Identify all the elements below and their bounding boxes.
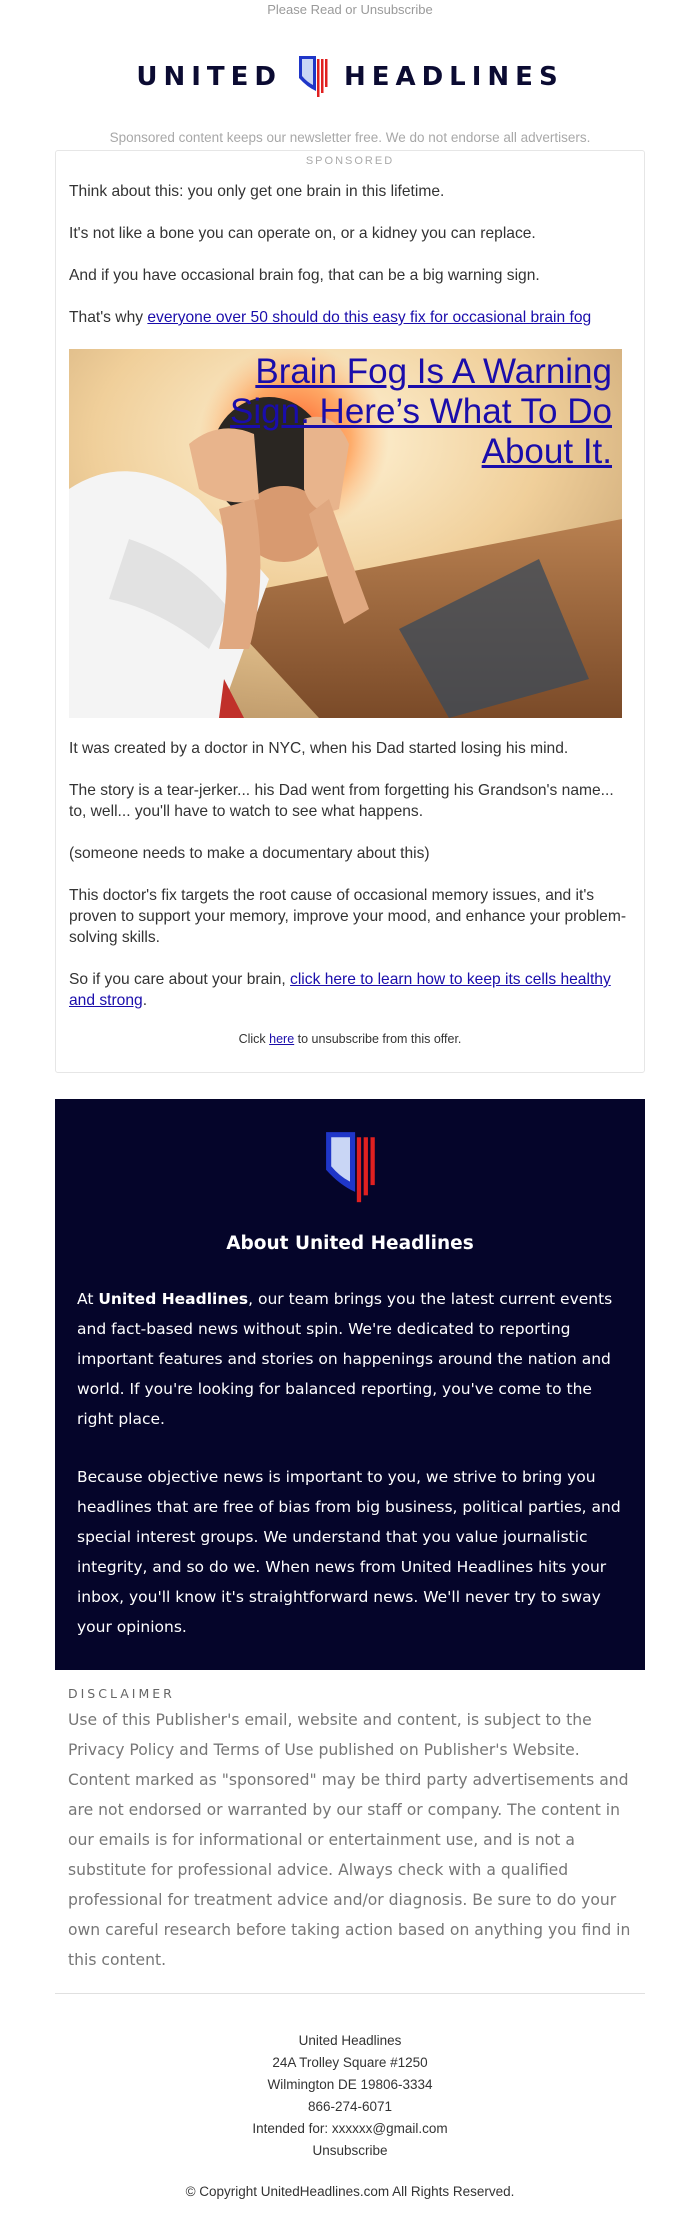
footer-company: United Headlines (298, 2033, 402, 2048)
offer-unsubscribe-suffix: to unsubscribe from this offer. (294, 1032, 462, 1046)
sponsored-tag: SPONSORED (305, 155, 395, 167)
sponsored-ad-box (55, 150, 645, 1073)
footer-address-1: 24A Trolley Square #1250 (272, 2055, 428, 2070)
footer-unsubscribe-link[interactable]: Unsubscribe (312, 2143, 388, 2158)
footer-address-2: Wilmington DE 19806-3334 (267, 2077, 433, 2092)
offer-unsubscribe-prefix: Click (238, 1032, 270, 1046)
brand-logo[interactable] (0, 36, 700, 118)
hero-headline[interactable]: Brain Fog Is A Warning Sign. Here’s What To Do About It. (230, 352, 612, 471)
disclaimer-label: DISCLAIMER (68, 1686, 175, 1701)
ad-paragraph-1: Think about this: you only get one brain in this lifetime. (69, 183, 445, 200)
about-section (55, 1099, 645, 1670)
preheader (0, 0, 700, 18)
ad-paragraph-9-text: So if you care about your brain, (69, 971, 291, 988)
brain-cells-link[interactable]: click here to learn how to keep its cells healthy and strong (69, 971, 611, 1009)
ad-paragraph-6: The story is a tear-jerker... his Dad went from forgetting his Grandson's name... to, well... you'll have to watch to see what happens. (69, 782, 614, 820)
ad-paragraph-2: It's not like a bone you can operate on, or a kidney you can replace. (69, 225, 536, 242)
offer-unsubscribe-link[interactable]: here (269, 1032, 295, 1046)
ad-paragraph-9 (69, 969, 631, 1011)
about-p1-text: , our team brings you the latest current events and fact-based news without spin. We're dedicated to reporting important features and stories on happenings around the nation and world. If you're looking for balanced reporting, you've come to the right place. (77, 1290, 613, 1428)
offer-unsubscribe-line (69, 1032, 631, 1046)
hero-image-link[interactable] (69, 349, 622, 718)
preheader-link[interactable]: Please Read or Unsubscribe (267, 2, 433, 17)
disclaimer-text: Use of this Publisher's email, website and content, is subject to the Privacy Policy and Terms of Use published on Publisher's Website. Content marked as "sponsored" may be third party advertisements and are not endorsed or warranted by our staff or company. The content in our emails is for informational or entertainment use, and is not a substitute for professional advice. Always check with a qualified professional for treatment advice and/or diagnosis. Be sure to do your own careful research before taking action based on anything you find in this content. (68, 1711, 631, 1969)
ad-paragraph-4 (69, 307, 631, 328)
ad-paragraph-3: And if you have occasional brain fog, that can be a big warning sign. (69, 267, 540, 284)
footer-intended-for: Intended for: xxxxxx@gmail.com (252, 2121, 448, 2136)
about-brand-name: United Headlines (98, 1290, 249, 1308)
footer (0, 1994, 700, 2162)
about-p1-prefix: At (77, 1290, 99, 1308)
brain-fog-fix-link[interactable]: everyone over 50 should do this easy fix for occasional brain fog (147, 309, 592, 326)
copyright: © Copyright UnitedHeadlines.com All Rights Reserved. (185, 2184, 515, 2199)
ad-paragraph-7: (someone needs to make a documentary about this) (69, 845, 430, 862)
logo-word-left: UNITED (136, 62, 282, 92)
footer-phone: 866-274-6071 (307, 2099, 393, 2114)
logo-word-right: HEADLINES (343, 62, 564, 92)
ad-paragraph-4-text: That's why (69, 309, 148, 326)
shield-logo-icon (320, 1127, 380, 1209)
about-paragraph-2: Because objective news is important to you, we strive to bring you headlines that are free of bias from big business, political parties, and special interest groups. We understand that you value journalistic integrity, and so do we. When news from United Headlines hits your inbox, you'll know it's straightforward news. We'll never try to sway your opinions. (77, 1468, 621, 1636)
shield-logo-icon (296, 53, 330, 101)
about-paragraph-1 (77, 1284, 623, 1434)
ad-paragraph-8: This doctor's fix targets the root cause of occasional memory issues, and it's proven to support your memory, improve your mood, and enhance your problem-solving skills. (69, 887, 627, 946)
about-title: About United Headlines (226, 1233, 474, 1254)
ad-paragraph-5: It was created by a doctor in NYC, when his Dad started losing his mind. (69, 740, 569, 757)
sponsor-disclosure: Sponsored content keeps our newsletter free. We do not endorse all advertisers. (109, 130, 591, 145)
disclaimer-section (55, 1670, 645, 1994)
about-logo (77, 1127, 623, 1209)
ad-paragraph-9-end: . (142, 992, 148, 1009)
